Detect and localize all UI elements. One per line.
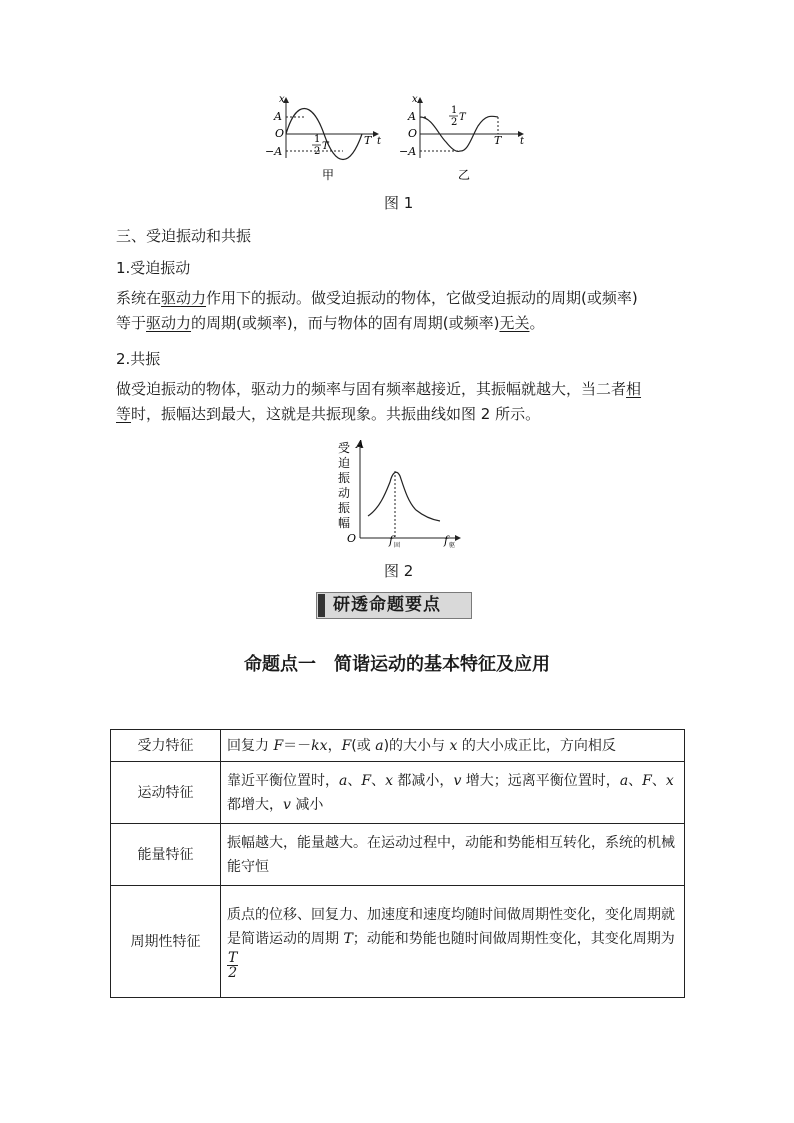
fig2-ylabel-6: 幅 [338,516,351,530]
banner-accent-bar [318,594,325,617]
subheading-resonance: 2.共振 [116,350,161,368]
p1-text-c: 作用下的振动。做受迫振动的物体，它做受迫振动的周期(或频率) [206,289,638,307]
yi-neg-amp-label: −A [399,145,417,158]
fig2-f-driving-sub: 驱 [449,542,456,549]
row-value-periodicity: 质点的位移、回复力、加速度和速度均随时间做周期性变化，变化周期就是简谐运动的周期 T；动能和势能也随时间做周期性变化，其变化周期为 $\frac{T}{2}$ [221,886,685,998]
p2-text-d: 时，振幅达到最大，这就是共振现象。共振曲线如图 2 所示。 [131,405,541,423]
fig2-ylabel-2: 迫 [338,456,351,470]
paragraph-forced-vibration [116,286,682,336]
paragraph-resonance [116,377,682,427]
row-key-force: 受力特征 [111,730,221,762]
table-row [111,824,685,886]
p1-text-a: 系统在 [116,289,162,307]
jia-amp-label: A [274,110,282,123]
figure-2-caption: 图 2 [384,562,414,580]
row-value-force: 回复力 F＝－kx，F(或 a)的大小与 x 的大小成正比，方向相反 [221,730,685,762]
p2-text-a: 做受迫振动的物体，驱动力的频率与固有频率越接近，其振幅就越大，当二者 [116,380,627,398]
p1-text-h: 。 [529,314,545,332]
fig2-ylabel-4: 动 [338,486,351,500]
table-row [111,886,685,998]
jia-t-axis-label: t [377,136,382,147]
jia-half-t: T [322,141,329,152]
section-heading: 三、受迫振动和共振 [116,227,252,245]
p1-text-d: 等于 [116,314,147,332]
figure-1-jia [262,92,390,184]
jia-neg-amp-label: −A [265,145,283,158]
p2-blank-equal-1: 相 [626,380,642,398]
row-value-motion: 靠近平衡位置时，a、F、x 都减小，v 增大；远离平衡位置时，a、F、x 都增大，v 减小 [221,762,685,824]
figure-2-resonance-curve [334,436,464,552]
jia-half-num: 1 [314,134,321,145]
table-row [111,762,685,824]
yi-origin-label: O [408,127,418,140]
jia-label: 甲 [322,168,335,182]
jia-origin-label: O [275,127,285,140]
fig2-ylabel-5: 振 [338,501,351,515]
p1-blank-unrelated: 无关 [499,314,530,332]
fraction-t-over-2: $\frac{T}{2}$ [228,950,238,981]
yi-t-axis-label: t [520,136,525,147]
row-key-motion: 运动特征 [111,762,221,824]
fig2-y-axis-label: A [356,438,364,451]
yi-period-label: T [494,134,502,147]
fig2-ylabel-3: 振 [338,471,351,485]
fig2-ylabel-1: 受 [338,441,351,455]
figure-1-yi [398,92,533,184]
features-table [110,729,685,998]
yi-amp-label: A [408,110,416,123]
fig2-f-natural-sub: 固 [394,542,401,549]
row-key-energy: 能量特征 [111,824,221,886]
yi-half-t: T [459,112,466,123]
yi-x-axis-label: x [412,94,418,105]
fig2-f-driving: f [444,534,449,547]
row-value-energy: 振幅越大，能量越大。在运动过程中，动能和势能相互转化，系统的机械能守恒 [221,824,685,886]
p2-blank-equal-2: 等 [116,405,132,423]
subheading-forced-vibration: 1.受迫振动 [116,259,191,277]
jia-x-axis-label: x [279,94,285,105]
figure-1-caption: 图 1 [384,194,414,212]
p1-text-f: 的周期(或频率)，而与物体的固有周期(或频率) [191,314,500,332]
yi-half-den: 2 [451,117,458,128]
table-row [111,730,685,762]
yi-label: 乙 [458,168,471,182]
p1-blank-driving-force-2: 驱动力 [146,314,192,332]
jia-half-den: 2 [314,146,321,157]
jia-period-label: T [364,134,372,147]
fig2-f-natural: f [389,534,394,547]
banner-title: 研透命题要点 [333,595,441,615]
topic-heading: 命题点一 简谐运动的基本特征及应用 [244,654,550,675]
p1-blank-driving-force: 驱动力 [161,289,207,307]
fig2-origin-label: O [347,532,357,545]
yi-half-num: 1 [451,105,458,116]
row-key-periodicity: 周期性特征 [111,886,221,998]
